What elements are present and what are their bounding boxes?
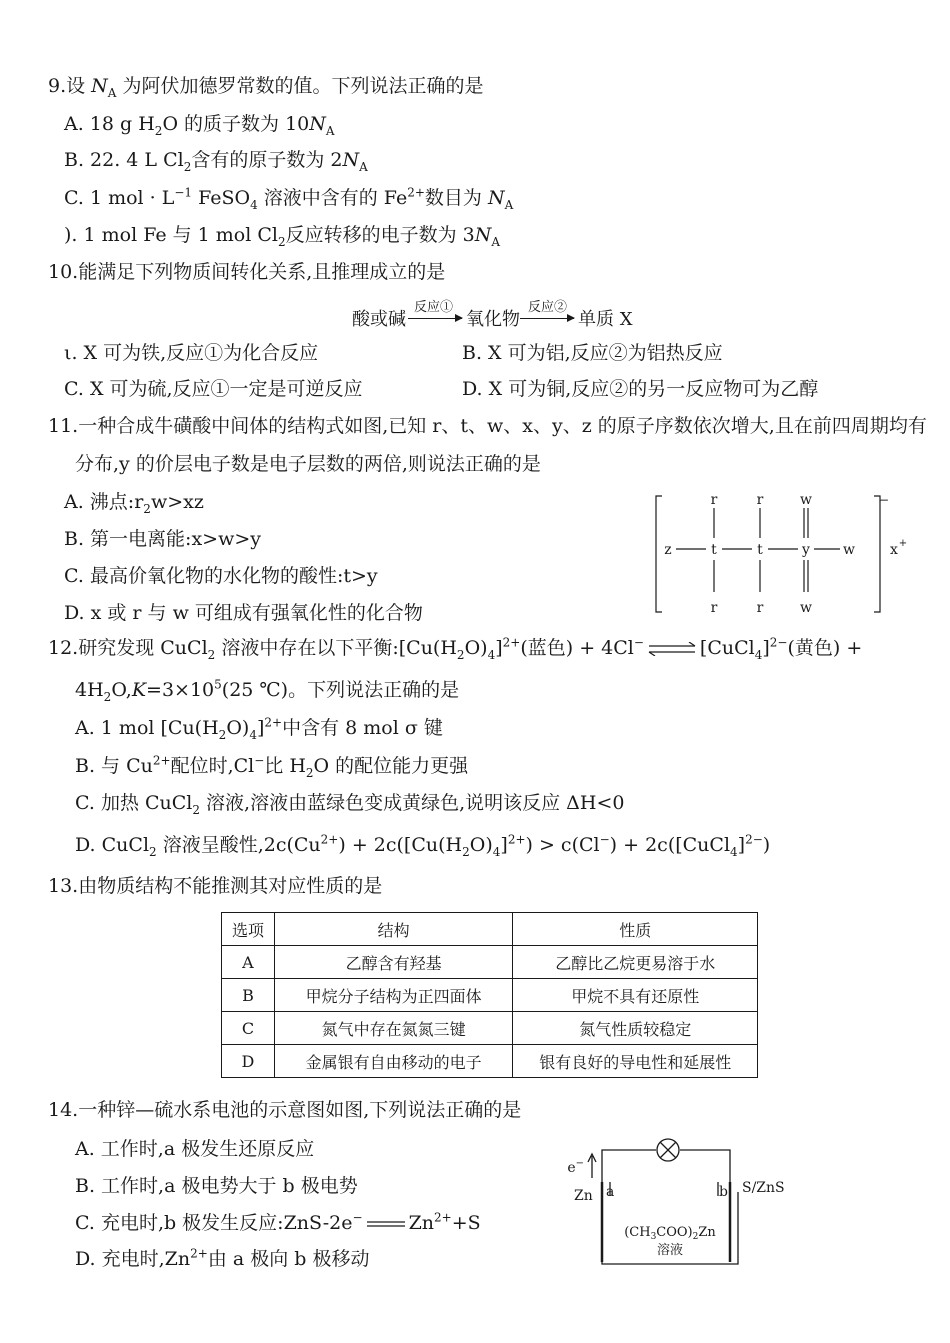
q9-option-c: C. 1 mol · $L^{-1}$ FeSO$_4$ 溶液中含有的 $Fe^{2+}$数目为 $N_A$ [64,185,514,212]
electrode-b-label: b [719,1184,728,1200]
q13-structure-property-table [221,912,758,1078]
row-option: C [222,1012,275,1045]
row-structure: 甲烷分子结构为正四面体 [274,979,513,1012]
row-property: 银有良好的导电性和延展性 [513,1045,758,1078]
table-header-row [222,913,758,946]
row-option: D [222,1045,275,1078]
eq-reaction-1-label: 反应① [414,300,454,315]
header-structure: 结构 [274,913,513,946]
cation-charge: + [898,538,908,549]
electron-label: e− [567,1158,584,1176]
atom-t-2: t [757,542,763,558]
atom-r-top-2: r [756,492,764,508]
row-property: 乙醇比乙烷更易溶于水 [513,946,758,979]
row-structure: 金属银有自由移动的电子 [274,1045,513,1078]
cation-x: x [890,542,898,558]
q9-option-a: A. 18 g $H_2O$ 的质子数为 $10N_A$ [64,113,335,138]
atom-r-bottom-1: r [710,600,718,616]
q14-option-c: C. 充电时,b 极发生反应:ZnS-2e− $Zn^{2+}+S$ [75,1210,481,1234]
q10-option-c: C. X 可为硫,反应①一定是可逆反应 [64,378,363,400]
row-property: 甲烷不具有还原性 [513,979,758,1012]
q10-option-b: B. X 可为铝,反应②为铝热反应 [462,342,723,364]
q11-option-b: B. 第一电离能:x>w>y [64,528,261,550]
right-bracket [874,496,880,612]
header-property: 性质 [513,913,758,946]
equilibrium-arrow [647,642,697,656]
q14-option-a: A. 工作时,a 极发生还原反应 [75,1138,315,1160]
row-option: A [222,946,275,979]
q9-stem: 9.设 $N_A$ 为阿伏加德罗常数的值。下列说法正确的是 [48,75,484,100]
q14-battery-diagram [558,1130,788,1270]
row-property: 氮气性质较稳定 [513,1012,758,1045]
q10-conversion-equation [352,296,652,330]
atom-z: z [664,542,672,558]
eq-reaction-2-label: 反应② [528,300,568,315]
q11-stem-line-1: 11.一种合成牛磺酸中间体的结构式如图,已知 r、t、w、x、y、z 的原子序数依次增大,且在前四周期均有 [48,415,927,437]
anion-charge: − [878,493,890,507]
q12-option-c: C. 加热 CuCl$_2$ 溶液,溶液由蓝绿色变成黄绿色,说明该反应 ΔH<0 [75,792,625,817]
row-structure: 乙醇含有羟基 [274,946,513,979]
atom-r-bottom-2: r [756,600,764,616]
q10-stem: 10.能满足下列物质间转化关系,且推理成立的是 [48,261,446,283]
atom-w-bottom: w [800,600,812,616]
q10-option-d: D. X 可为铜,反应②的另一反应物可为乙醇 [462,378,819,400]
q11-option-c: C. 最高价氧化物的水化物的酸性:t>y [64,565,378,587]
equals-sign [365,1219,407,1229]
q9-option-d: ). 1 mol Fe 与 1 mol $Cl_2$反应转移的电子数为 $3N_A$ [64,224,501,249]
reaction-1-arrow [408,318,462,319]
header-option: 选项 [222,913,275,946]
electrolyte-formula: $(CH_3COO)_2Zn$ [624,1225,716,1242]
table-row [222,1012,758,1045]
q11-structure-diagram [648,488,910,618]
electrolyte-solution-label: 溶液 [656,1243,684,1258]
atom-t-1: t [711,542,717,558]
q11-option-a: A. 沸点$:r_2w>xz$ [64,491,204,516]
atom-y: y [802,542,810,558]
atom-w-right: w [843,542,855,558]
q10-option-a: ι. X 可为铁,反应①为化合反应 [64,342,319,364]
atom-r-top-1: r [710,492,718,508]
q11-stem-line-2: 分布,y 的价层电子数是电子层数的两倍,则说法正确的是 [75,453,541,475]
q12-stem-line-1: 12.研究发现 CuCl$_2$ 溶液中存在以下平衡$:[Cu(H_2O)_4]^{2+}$(蓝色) + 4Cl− [CuCl$_4$]$^{2-}$(黄色) + [48,635,863,662]
electrode-a-label: a [606,1184,615,1200]
q12-option-d: D. CuCl$_2$ 溶液呈酸性$,2c(Cu^{2+}) + 2c([Cu(H_2O)_4]^{2+}) > c(Cl^-)$ + 2c([CuCl$_4$]$^{2-}$) [75,832,771,859]
q14-option-b: B. 工作时,a 极电势大于 b 极电势 [75,1175,358,1197]
atom-w-top: w [800,492,812,508]
q13-stem: 13.由物质结构不能推测其对应性质的是 [48,875,383,897]
q14-option-d: D. 充电时$,Zn^{2+}$由 a 极向 b 极移动 [75,1246,370,1270]
sulfur-zinc-sulfide-label: S/ZnS [742,1180,785,1196]
eq-middle: 氧化物 [466,309,520,330]
q14-stem: 14.一种锌—硫水系电池的示意图如图,下列说法正确的是 [48,1099,522,1121]
q9-option-b: B. 22. 4 L $Cl_2$含有的原子数为 $2N_A$ [64,149,368,174]
table-row [222,946,758,979]
q12-option-b: B. 与 $Cu^{2+}$配位时,Cl−比 $H_2O$ 的配位能力更强 [75,753,469,780]
q11-option-d: D. x 或 r 与 w 可组成有强氧化性的化合物 [64,602,423,624]
q12-stem-line-2: $4H_2O,K=3\times 10^5(25$ ℃)。下列说法正确的是 [75,677,460,704]
eq-end: 单质 X [578,309,633,330]
table-row [222,1045,758,1078]
row-option: B [222,979,275,1012]
eq-start: 酸或碱 [352,309,406,330]
zn-label: Zn [574,1188,593,1204]
left-bracket [656,496,662,612]
table-row [222,979,758,1012]
reaction-2-arrow [520,318,574,319]
row-structure: 氮气中存在氮氮三键 [274,1012,513,1045]
q12-option-a: A. 1 mol $[Cu(H_2O)_4]^{2+}$中含有 8 mol σ 键 [75,715,443,742]
